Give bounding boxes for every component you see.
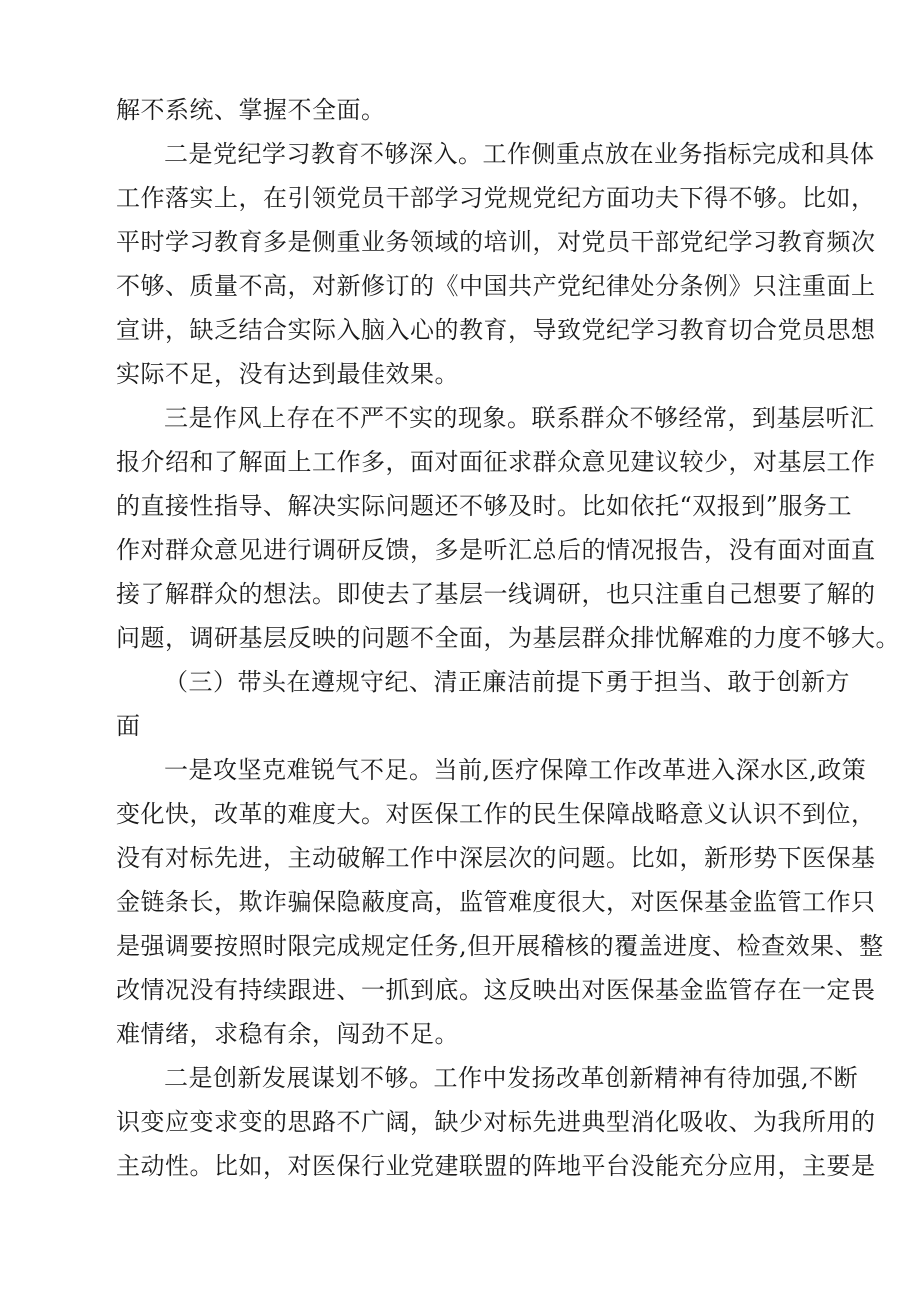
text-line: 工作落实上，在引领党员干部学习党规党纪方面功夫下得不够。比如， bbox=[116, 184, 876, 212]
text-line: 是强调要按照时限完成规定任务,但开展稽核的覆盖进度、检查效果、整 bbox=[116, 932, 884, 960]
text-line: 宣讲，缺乏结合实际入脑入心的教育，导致党纪学习教育切合党员思想 bbox=[116, 316, 876, 344]
section-heading-continuation: 面 bbox=[116, 712, 141, 740]
text-line: 难情绪，求稳有余，闯劲不足。 bbox=[116, 1020, 459, 1048]
text-line: 解不系统、掌握不全面。 bbox=[116, 96, 386, 124]
text-line: 主动性。比如，对医保行业党建联盟的阵地平台没能充分应用，主要是 bbox=[116, 1152, 876, 1180]
text-line: 变化快，改革的难度大。对医保工作的民生保障战略意义认识不到位， bbox=[116, 800, 876, 828]
text-line: 实际不足，没有达到最佳效果。 bbox=[116, 360, 459, 388]
text-line: 金链条长，欺诈骗保隐蔽度高，监管难度很大，对医保基金监管工作只 bbox=[116, 888, 876, 916]
text-line: 不够、质量不高，对新修订的《中国共产党纪律处分条例》只注重面上 bbox=[116, 272, 876, 300]
text-line: 平时学习教育多是侧重业务领域的培训，对党员干部党纪学习教育频次 bbox=[116, 228, 876, 256]
paragraph-first-line: 二是创新发展谋划不够。工作中发扬改革创新精神有待加强,不断 bbox=[164, 1064, 859, 1092]
text-line: 没有对标先进，主动破解工作中深层次的问题。比如，新形势下医保基 bbox=[116, 844, 876, 872]
text-line: 问题，调研基层反映的问题不全面，为基层群众排忧解难的力度不够大。 bbox=[116, 624, 900, 652]
text-line: 改情况没有持续跟进、一抓到底。这反映出对医保基金监管存在一定畏 bbox=[116, 976, 876, 1004]
text-line: 报介绍和了解面上工作多，面对面征求群众意见建议较少，对基层工作 bbox=[116, 448, 876, 476]
section-heading: （三）带头在遵规守纪、清正廉洁前提下勇于担当、敢于创新方 bbox=[164, 668, 850, 696]
text-line: 作对群众意见进行调研反馈，多是听汇总后的情况报告，没有面对面直 bbox=[116, 536, 876, 564]
text-line: 的直接性指导、解决实际问题还不够及时。比如依托“双报到”服务工 bbox=[116, 492, 853, 520]
paragraph-first-line: 一是攻坚克难锐气不足。当前,医疗保障工作改革进入深水区,政策 bbox=[164, 756, 867, 784]
paragraph-first-line: 三是作风上存在不严不实的现象。联系群众不够经常，到基层听汇 bbox=[164, 404, 875, 432]
paragraph-first-line: 二是党纪学习教育不够深入。工作侧重点放在业务指标完成和具体 bbox=[164, 140, 875, 168]
text-line: 接了解群众的想法。即使去了基层一线调研，也只注重自己想要了解的 bbox=[116, 580, 876, 608]
text-line: 识变应变求变的思路不广阔，缺少对标先进典型消化吸收、为我所用的 bbox=[116, 1108, 876, 1136]
